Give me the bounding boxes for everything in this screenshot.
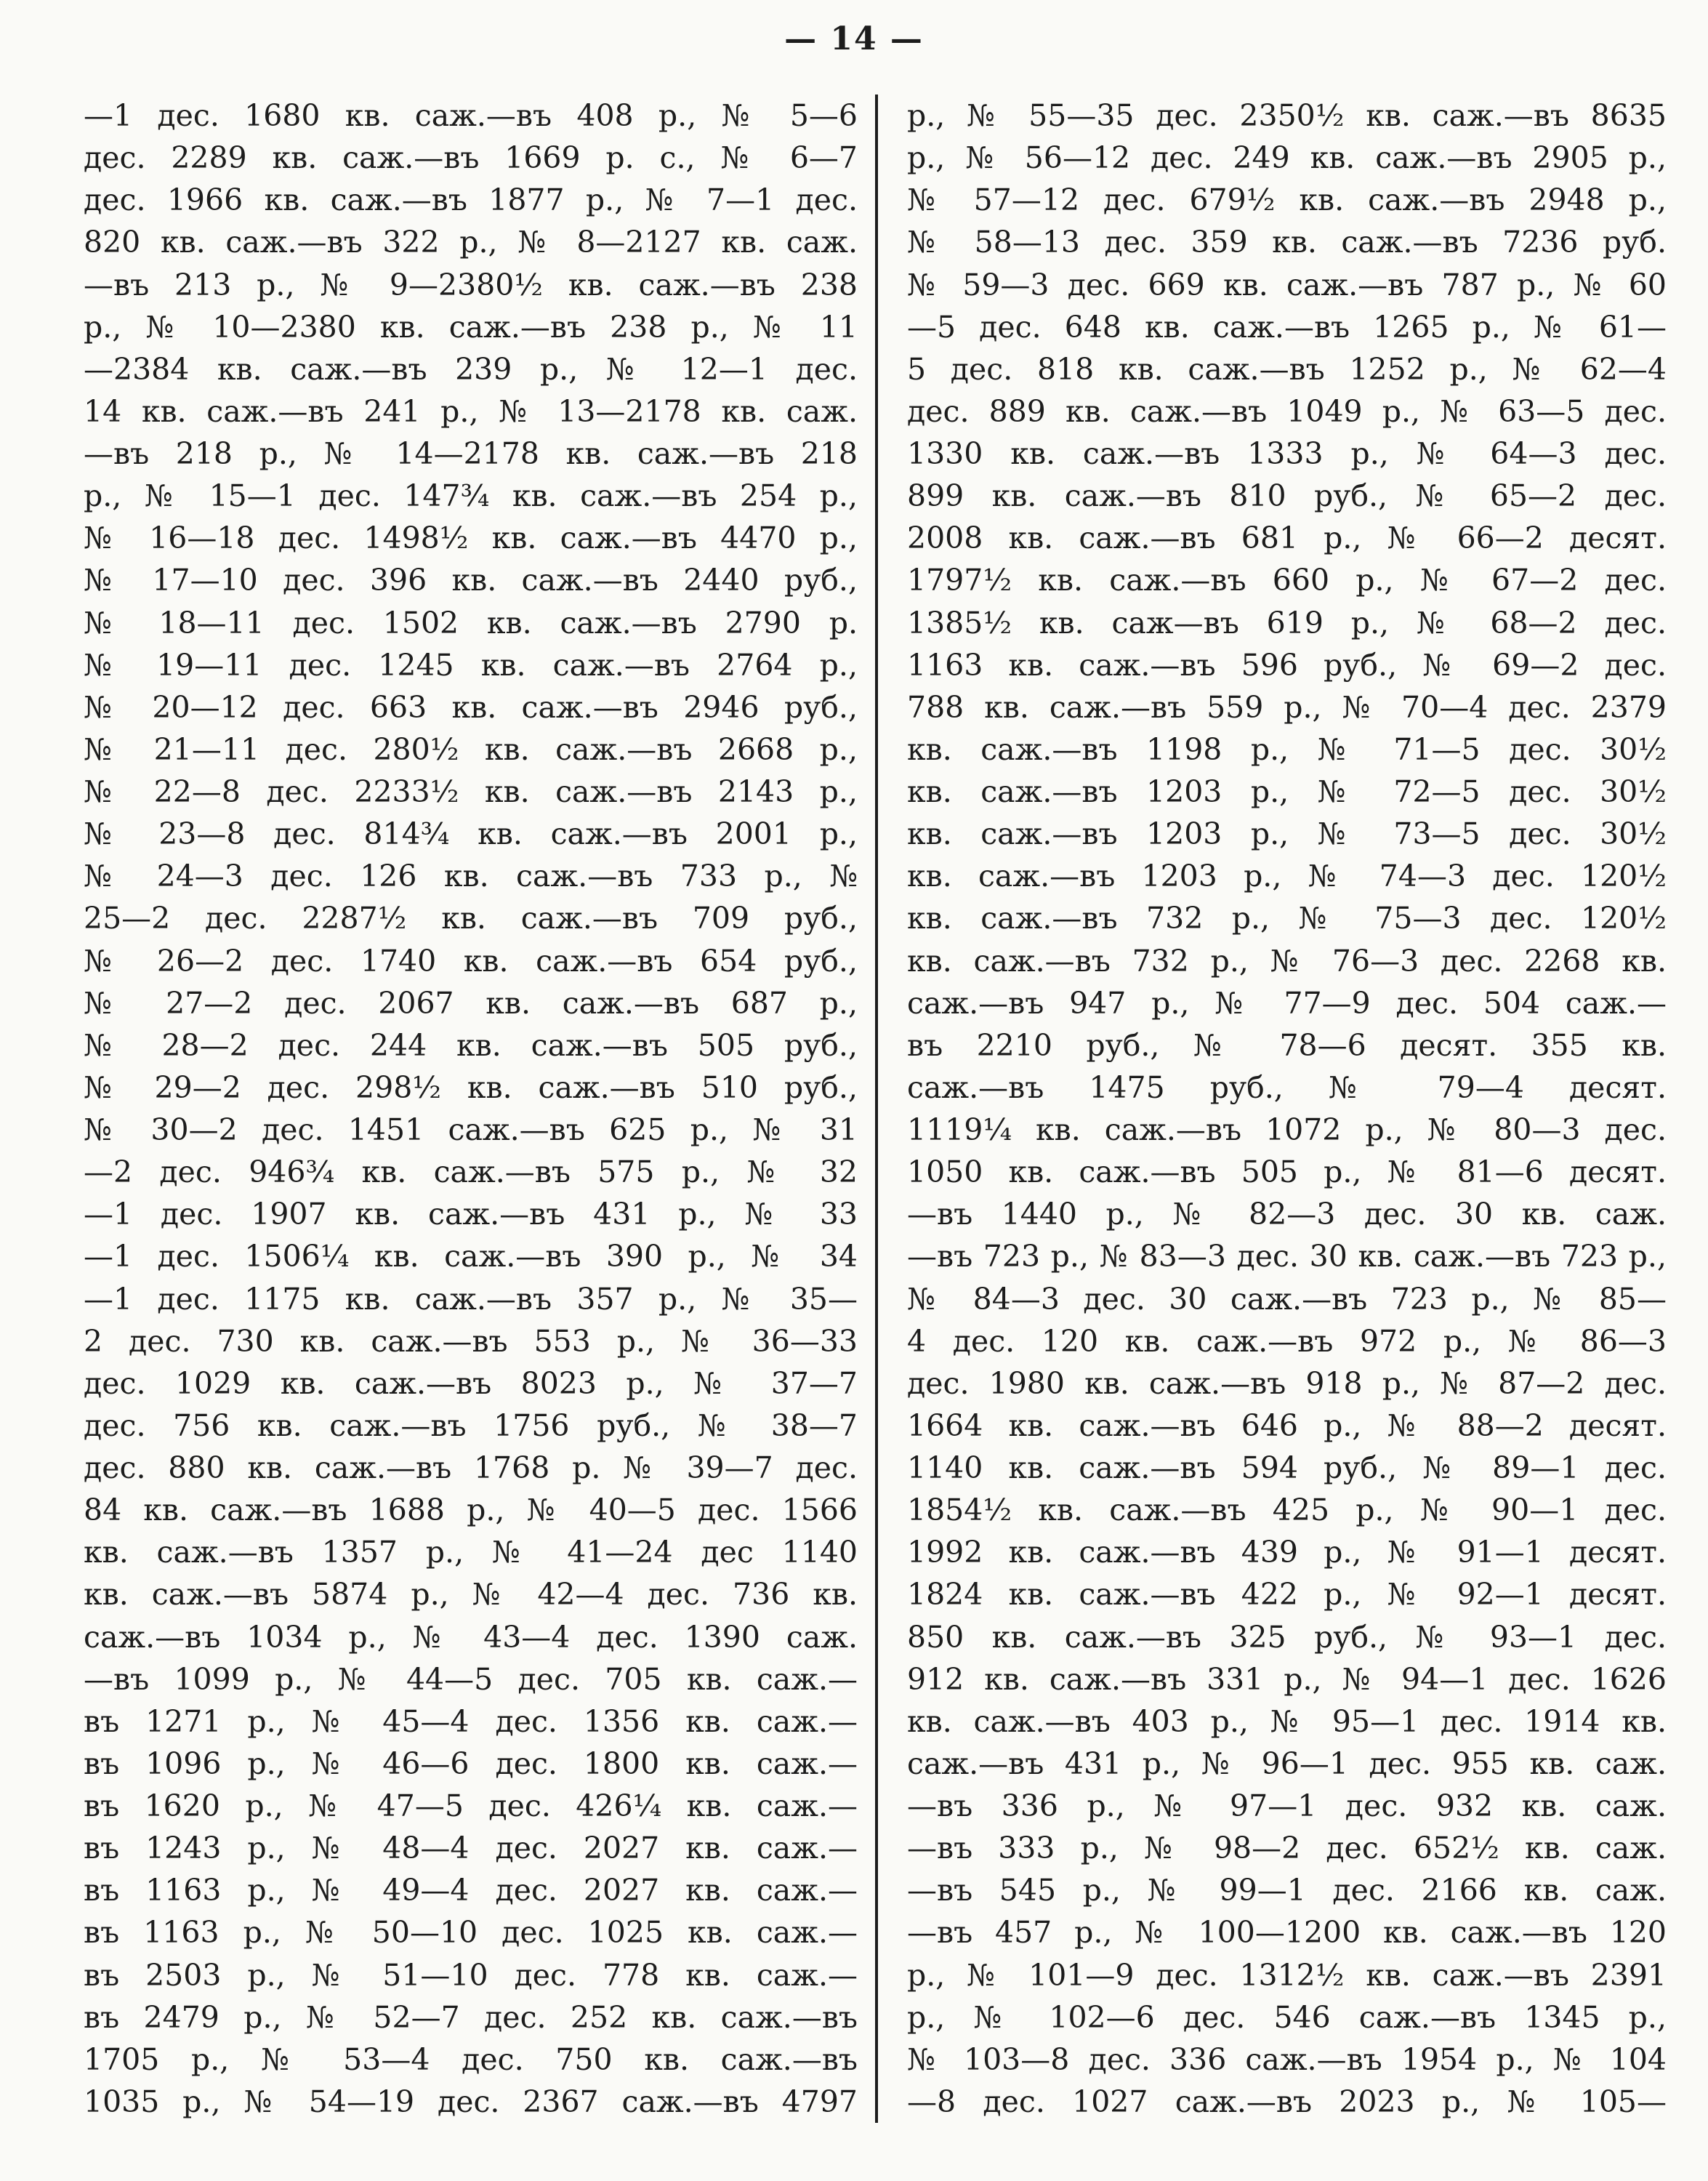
- text-line: 25—2 дес. 2287½ кв. саж.—въ 709 руб.,: [84, 901, 858, 936]
- text-line: 84 кв. саж.—въ 1688 р., № 40—5 дес. 1566: [84, 1493, 858, 1528]
- text-line: —1 дес. 1175 кв. саж.—въ 357 р., № 35—: [84, 1281, 858, 1317]
- text-line: 820 кв. саж.—въ 322 р., № 8—2127 кв. саж.: [84, 225, 858, 260]
- text-line: № 17—10 дес. 396 кв. саж.—въ 2440 руб.,: [84, 563, 858, 598]
- text-line: № 30—2 дес. 1451 саж.—въ 625 р., № 31: [84, 1112, 858, 1147]
- text-line: 1050 кв. саж.—въ 505 р., № 81—6 десят.: [907, 1154, 1667, 1190]
- text-line: р., № 15—1 дес. 147¾ кв. саж.—въ 254 р.,: [84, 478, 858, 514]
- text-line: 850 кв. саж.—въ 325 руб., № 93—1 дес.: [907, 1619, 1667, 1655]
- text-line: кв. саж.—въ 1357 р., № 41—24 дес 1140: [84, 1535, 858, 1570]
- text-line: дес. 756 кв. саж.—въ 1756 руб., № 38—7: [84, 1407, 858, 1443]
- text-line: 1824 кв. саж.—въ 422 р., № 92—1 десят.: [907, 1577, 1667, 1612]
- text-line: № 27—2 дес. 2067 кв. саж.—въ 687 р.,: [84, 985, 858, 1021]
- text-line: № 18—11 дес. 1502 кв. саж.—въ 2790 р.: [84, 605, 858, 640]
- text-line: въ 1271 р., № 45—4 дес. 1356 кв. саж.—: [84, 1703, 858, 1739]
- text-line: 2008 кв. саж.—въ 681 р., № 66—2 десят.: [907, 521, 1667, 556]
- text-line: № 58—13 дес. 359 кв. саж.—въ 7236 руб.: [907, 225, 1667, 260]
- text-line: р., № 102—6 дес. 546 саж.—въ 1345 р.,: [907, 1999, 1667, 2035]
- text-line: № 23—8 дес. 814¾ кв. саж.—въ 2001 р.,: [84, 816, 858, 852]
- text-line: р., № 10—2380 кв. саж.—въ 238 р., № 11: [84, 309, 858, 345]
- text-line: —1 дес. 1506¼ кв. саж.—въ 390 р., № 34: [84, 1239, 858, 1274]
- text-line: —въ 218 р., № 14—2178 кв. саж.—въ 218: [84, 436, 858, 471]
- text-line: 1854½ кв. саж.—въ 425 р., № 90—1 дес.: [907, 1493, 1667, 1528]
- text-line: дес. 1029 кв. саж.—въ 8023 р., № 37—7: [84, 1365, 858, 1401]
- text-line: —въ 723 р., № 83—3 дес. 30 кв. саж.—въ 723 р.,: [907, 1239, 1667, 1274]
- text-line: дес. 1980 кв. саж.—въ 918 р., № 87—2 дес.: [907, 1365, 1667, 1401]
- text-line: саж.—въ 1034 р., № 43—4 дес. 1390 саж.: [84, 1619, 858, 1655]
- text-line: —5 дес. 648 кв. саж.—въ 1265 р., № 61—: [907, 309, 1667, 345]
- text-line: 1163 кв. саж.—въ 596 руб., № 69—2 дес.: [907, 647, 1667, 683]
- column-divider: [875, 95, 878, 2123]
- text-line: 1119¼ кв. саж.—въ 1072 р., № 80—3 дес.: [907, 1112, 1667, 1147]
- text-line: 788 кв. саж.—въ 559 р., № 70—4 дес. 2379: [907, 689, 1667, 725]
- text-line: —въ 213 р., № 9—2380½ кв. саж.—въ 238: [84, 267, 858, 302]
- text-line: 1140 кв. саж.—въ 594 руб., № 89—1 дес.: [907, 1450, 1667, 1485]
- page-number: — 14 —: [784, 20, 924, 57]
- text-line: —2 дес. 946¾ кв. саж.—въ 575 р., № 32: [84, 1154, 858, 1190]
- text-line: № 84—3 дес. 30 саж.—въ 723 р., № 85—: [907, 1281, 1667, 1317]
- text-line: 899 кв. саж.—въ 810 руб., № 65—2 дес.: [907, 478, 1667, 514]
- text-line: —въ 336 р., № 97—1 дес. 932 кв. саж.: [907, 1788, 1667, 1823]
- text-line: въ 1163 р., № 50—10 дес. 1025 кв. саж.—: [84, 1915, 858, 1951]
- text-line: —въ 333 р., № 98—2 дес. 652½ кв. саж.: [907, 1831, 1667, 1866]
- text-line: р., № 55—35 дес. 2350½ кв. саж.—въ 8635: [907, 98, 1667, 133]
- text-line: № 28—2 дес. 244 кв. саж.—въ 505 руб.,: [84, 1027, 858, 1063]
- text-line: кв. саж.—въ 1203 р., № 74—3 дес. 120½: [907, 859, 1667, 894]
- text-line: дес. 2289 кв. саж.—въ 1669 р. с., № 6—7: [84, 140, 858, 176]
- text-line: дес. 889 кв. саж.—въ 1049 р., № 63—5 дес.: [907, 393, 1667, 429]
- text-line: —1 дес. 1680 кв. саж.—въ 408 р., № 5—6: [84, 98, 858, 133]
- text-line: въ 2210 руб., № 78—6 десят. 355 кв.: [907, 1027, 1667, 1063]
- text-line: 912 кв. саж.—въ 331 р., № 94—1 дес. 1626: [907, 1661, 1667, 1697]
- text-line: 1664 кв. саж.—въ 646 р., № 88—2 десят.: [907, 1407, 1667, 1443]
- text-line: 1035 р., № 54—19 дес. 2367 саж.—въ 4797: [84, 2084, 858, 2119]
- text-line: саж.—въ 947 р., № 77—9 дес. 504 саж.—: [907, 985, 1667, 1021]
- text-line: въ 1163 р., № 49—4 дес. 2027 кв. саж.—: [84, 1873, 858, 1908]
- text-line: —въ 457 р., № 100—1200 кв. саж.—въ 120: [907, 1915, 1667, 1951]
- text-line: № 22—8 дес. 2233½ кв. саж.—въ 2143 р.,: [84, 774, 858, 809]
- text-line: —въ 545 р., № 99—1 дес. 2166 кв. саж.: [907, 1873, 1667, 1908]
- text-line: № 16—18 дес. 1498½ кв. саж.—въ 4470 р.,: [84, 521, 858, 556]
- text-line: кв. саж.—въ 1198 р., № 71—5 дес. 30½: [907, 731, 1667, 767]
- text-line: дес. 1966 кв. саж.—въ 1877 р., № 7—1 дес.: [84, 182, 858, 218]
- right-column: [907, 98, 1667, 2119]
- text-line: саж.—въ 1475 руб., № 79—4 десят.: [907, 1069, 1667, 1105]
- text-line: 1705 р., № 53—4 дес. 750 кв. саж.—въ: [84, 2041, 858, 2077]
- text-line: № 29—2 дес. 298½ кв. саж.—въ 510 руб.,: [84, 1069, 858, 1105]
- text-line: —въ 1440 р., № 82—3 дес. 30 кв. саж.: [907, 1197, 1667, 1232]
- text-line: —1 дес. 1907 кв. саж.—въ 431 р., № 33: [84, 1197, 858, 1232]
- text-line: кв. саж.—въ 1203 р., № 73—5 дес. 30½: [907, 816, 1667, 852]
- text-line: № 19—11 дес. 1245 кв. саж.—въ 2764 р.,: [84, 647, 858, 683]
- left-column: [84, 98, 858, 2119]
- text-line: № 26—2 дес. 1740 кв. саж.—въ 654 руб.,: [84, 943, 858, 979]
- text-line: № 59—3 дес. 669 кв. саж.—въ 787 р., № 60: [907, 267, 1667, 302]
- text-line: въ 1620 р., № 47—5 дес. 426¼ кв. саж.—: [84, 1788, 858, 1823]
- text-line: въ 1096 р., № 46—6 дес. 1800 кв. саж.—: [84, 1746, 858, 1781]
- text-line: 5 дес. 818 кв. саж.—въ 1252 р., № 62—4: [907, 351, 1667, 387]
- text-line: № 57—12 дес. 679½ кв. саж.—въ 2948 р.,: [907, 182, 1667, 218]
- text-line: р., № 56—12 дес. 249 кв. саж.—въ 2905 р.,: [907, 140, 1667, 176]
- text-line: въ 2479 р., № 52—7 дес. 252 кв. саж.—въ: [84, 1999, 858, 2035]
- text-line: № 21—11 дес. 280½ кв. саж.—въ 2668 р.,: [84, 731, 858, 767]
- text-line: въ 1243 р., № 48—4 дес. 2027 кв. саж.—: [84, 1831, 858, 1866]
- text-line: 1797½ кв. саж.—въ 660 р., № 67—2 дес.: [907, 563, 1667, 598]
- text-line: 14 кв. саж.—въ 241 р., № 13—2178 кв. саж.: [84, 393, 858, 429]
- text-line: кв. саж.—въ 732 р., № 76—3 дес. 2268 кв.: [907, 943, 1667, 979]
- text-line: саж.—въ 431 р., № 96—1 дес. 955 кв. саж.: [907, 1746, 1667, 1781]
- text-line: № 24—3 дес. 126 кв. саж.—въ 733 р., №: [84, 859, 858, 894]
- text-line: 2 дес. 730 кв. саж.—въ 553 р., № 36—33: [84, 1323, 858, 1359]
- text-line: —въ 1099 р., № 44—5 дес. 705 кв. саж.—: [84, 1661, 858, 1697]
- text-line: 1385½ кв. саж—въ 619 р., № 68—2 дес.: [907, 605, 1667, 640]
- text-line: дес. 880 кв. саж.—въ 1768 р. № 39—7 дес.: [84, 1450, 858, 1485]
- text-line: кв. саж.—въ 5874 р., № 42—4 дес. 736 кв.: [84, 1577, 858, 1612]
- text-line: кв. саж.—въ 732 р., № 75—3 дес. 120½: [907, 901, 1667, 936]
- text-line: № 20—12 дес. 663 кв. саж.—въ 2946 руб.,: [84, 689, 858, 725]
- text-line: № 103—8 дес. 336 саж.—въ 1954 р., № 104: [907, 2041, 1667, 2077]
- text-line: 1992 кв. саж.—въ 439 р., № 91—1 десят.: [907, 1535, 1667, 1570]
- text-line: р., № 101—9 дес. 1312½ кв. саж.—въ 2391: [907, 1957, 1667, 1993]
- text-line: кв. саж.—въ 1203 р., № 72—5 дес. 30½: [907, 774, 1667, 809]
- text-line: —8 дес. 1027 саж.—въ 2023 р., № 105—: [907, 2084, 1667, 2119]
- text-line: 4 дес. 120 кв. саж.—въ 972 р., № 86—3: [907, 1323, 1667, 1359]
- text-line: 1330 кв. саж.—въ 1333 р., № 64—3 дес.: [907, 436, 1667, 471]
- text-line: въ 2503 р., № 51—10 дес. 778 кв. саж.—: [84, 1957, 858, 1993]
- text-line: кв. саж.—въ 403 р., № 95—1 дес. 1914 кв.: [907, 1703, 1667, 1739]
- text-line: —2384 кв. саж.—въ 239 р., № 12—1 дес.: [84, 351, 858, 387]
